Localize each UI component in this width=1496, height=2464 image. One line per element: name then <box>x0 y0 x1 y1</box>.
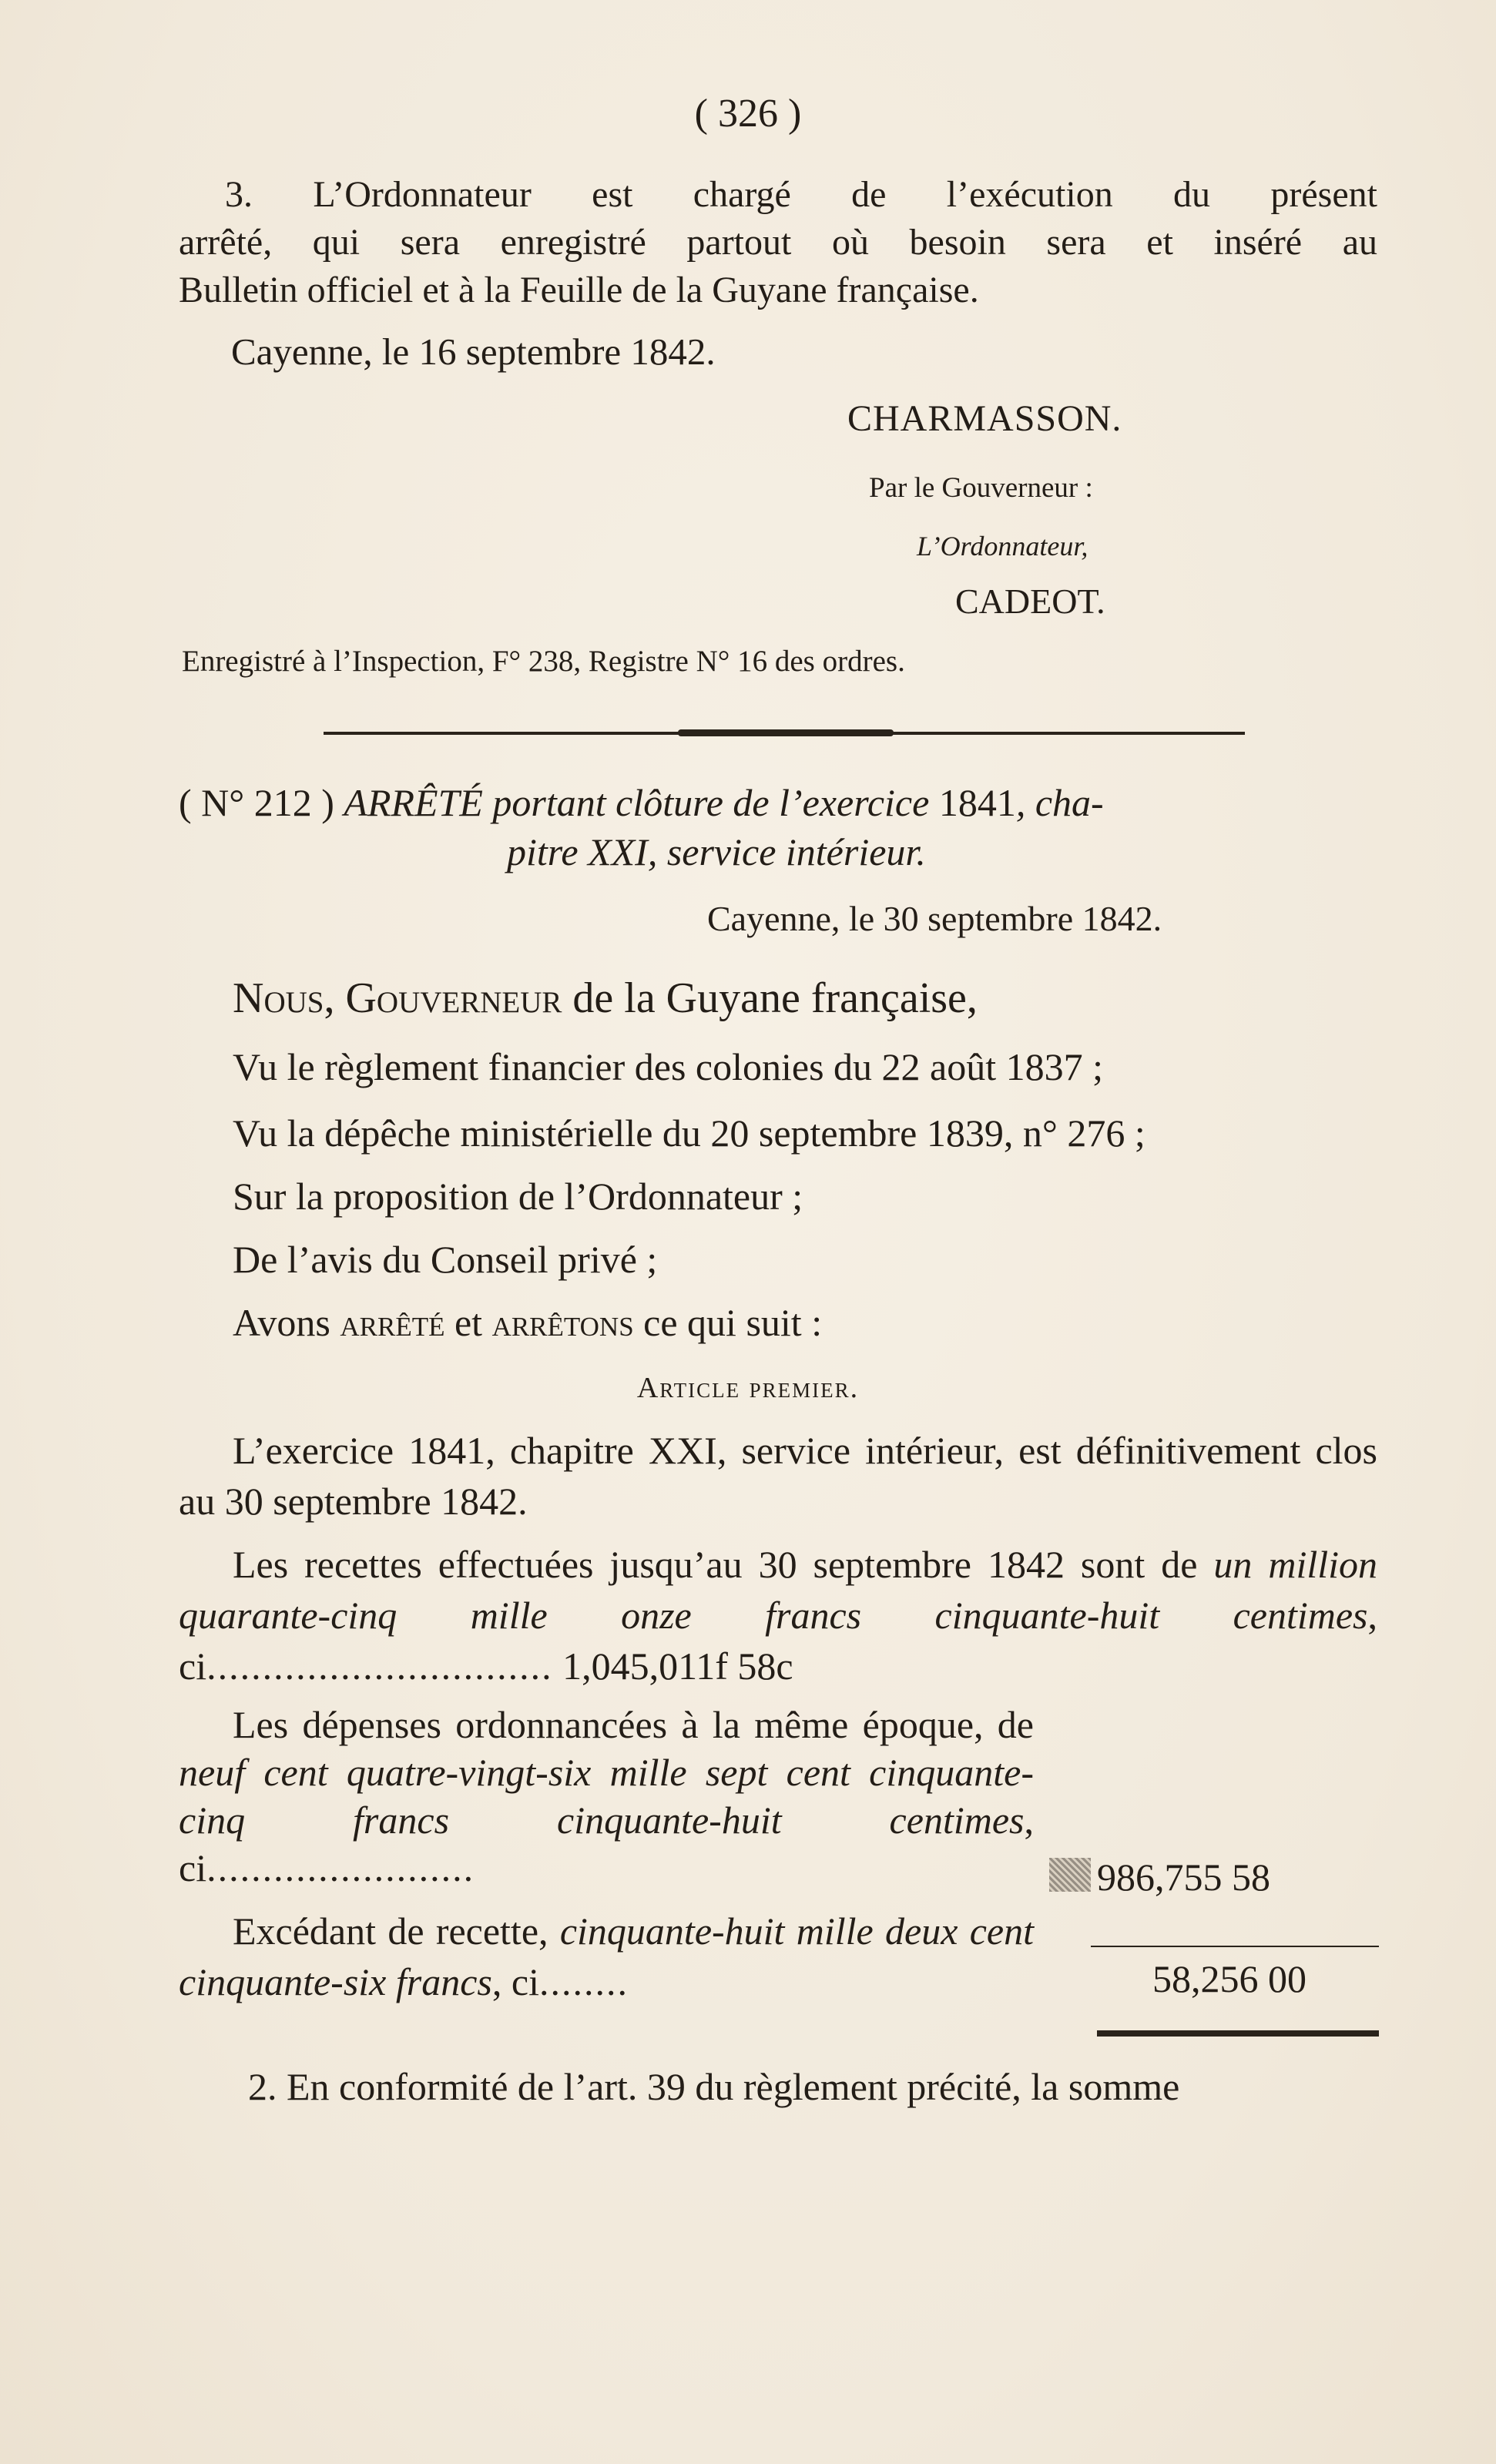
excedant-words: cinquante-huit mille deux cent cinquante-six francs <box>179 1909 1035 2003</box>
recettes-dots: ............................... <box>206 1644 553 1688</box>
recettes-ci: , ci <box>179 1594 1377 1688</box>
ordonnateur-signature: CADEOT. <box>955 582 1105 621</box>
article-premier-text: L’exercice 1841, chapitre XXI, service intérieur, est définitivement clos au 30 septembre 1842. <box>179 1429 1377 1523</box>
decree-heading <box>179 778 1377 877</box>
subtotal-rule <box>1091 1946 1379 1947</box>
recettes-words: un million quarante-cinq mille onze francs cinquante-huit centimes <box>179 1543 1378 1637</box>
excedant-text <box>179 1906 1034 2007</box>
par-le-gouverneur: Par le Gouverneur : <box>869 472 1093 504</box>
et: et <box>444 1301 492 1344</box>
article-2-start: 2. En conformité de l’art. 39 du règlement précité, la somme <box>248 2065 1180 2108</box>
total-rule <box>1097 2030 1379 2037</box>
depenses-text <box>179 1701 1034 1892</box>
depenses-paragraph <box>179 1701 1034 1892</box>
ordonnateur-role: L’Ordonnateur, <box>917 531 1088 562</box>
decree-title-line-2: pitre XXI, service intérieur. <box>507 830 926 873</box>
depenses-words: neuf cent quatre-vingt-six mille sept cent cinquante-cinq francs cinquante-huit centimes <box>179 1751 1034 1842</box>
arretons: arrêtons <box>491 1301 634 1344</box>
section-divider <box>324 732 1245 735</box>
decree-date: Cayenne, le 30 septembre 1842. <box>707 899 1162 938</box>
decree-title: ARRÊTÉ portant clôture de l’exercice <box>344 781 930 824</box>
page-number: ( 326 ) <box>694 92 802 136</box>
recettes-text <box>179 1539 1377 1691</box>
vu-reglement: Vu le règlement financier des colonies du 22 août 1837 ; <box>233 1045 1104 1088</box>
excedant-intro: Excédant de recette, <box>233 1909 548 1953</box>
article-3-paragraph <box>179 171 1377 314</box>
article-3-line-1: 3. L’Ordonnateur est chargé de l’exécution du présent <box>225 174 1377 215</box>
excedant-paragraph <box>179 1906 1034 2007</box>
registration-note: Enregistré à l’Inspection, F° 238, Registre N° 16 des ordres. <box>182 645 905 678</box>
avis-conseil: De l’avis du Conseil privé ; <box>233 1238 658 1281</box>
sur-proposition: Sur la proposition de l’Ordonnateur ; <box>233 1175 803 1218</box>
article-3-line-2: arrêté, qui sera enregistré partout où besoin sera et inséré au <box>179 222 1377 263</box>
nous-gouverneur: Nous, Gouverneur <box>233 974 562 1022</box>
article-premier-title: Article premier. <box>636 1372 860 1404</box>
decree-title-end: , cha- <box>1015 781 1104 824</box>
recettes-paragraph <box>179 1539 1377 1691</box>
depenses-ci: , ci <box>179 1799 1034 1889</box>
suit: ce qui suit : <box>633 1301 823 1344</box>
depenses-amount: 986,755 58 <box>1097 1856 1270 1899</box>
depenses-dots: ........................ <box>206 1846 475 1889</box>
nous-rest: de la Guyane française, <box>562 974 978 1022</box>
depenses-intro: Les dépenses ordonnancées à la même époque, de <box>233 1703 1034 1746</box>
article-premier-body <box>179 1425 1377 1527</box>
preamble-nous <box>233 974 978 1023</box>
vu-depeche: Vu la dépêche ministérielle du 20 septembre 1839, n° 276 ; <box>233 1111 1145 1155</box>
recettes-amount: 1,045,011f 58c <box>562 1644 793 1688</box>
signature-date: Cayenne, le 16 septembre 1842. <box>231 330 716 373</box>
governor-signature: CHARMASSON. <box>847 398 1122 439</box>
recettes-intro: Les recettes effectuées jusqu’au 30 septembre 1842 sont de <box>233 1543 1198 1586</box>
ink-stamp-mark <box>1049 1858 1091 1892</box>
excedant-amount: 58,256 00 <box>1152 1957 1306 2000</box>
excedant-ci: , ci <box>491 1960 539 2003</box>
arrete: arrêté <box>340 1301 445 1344</box>
avons-arrete <box>233 1300 822 1345</box>
excedant-dots: ........ <box>538 1960 629 2003</box>
decree-number: ( N° 212 ) <box>179 781 334 824</box>
article-3-line-3: Bulletin officiel et à la Feuille de la Guyane française. <box>179 270 979 310</box>
avons: Avons <box>233 1301 330 1344</box>
decree-year: 1841 <box>938 781 1016 824</box>
